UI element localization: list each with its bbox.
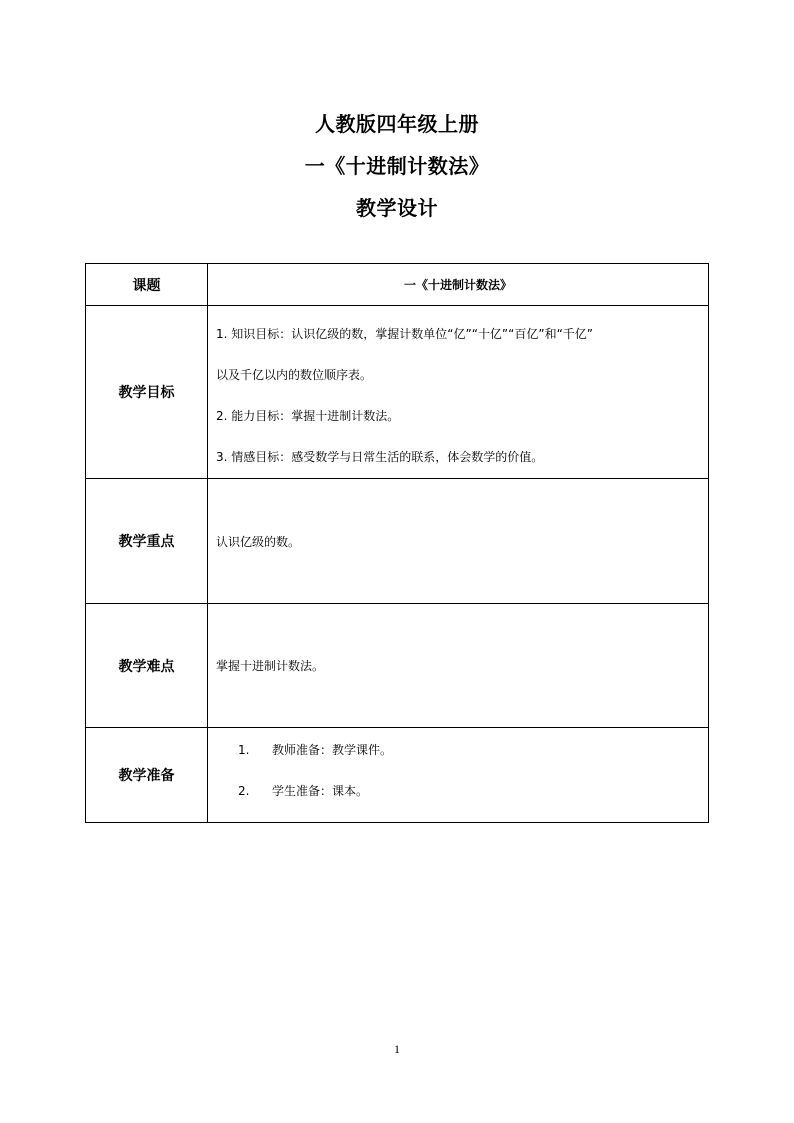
title-grade: 人教版四年级上册: [315, 112, 479, 136]
key-points-text: 认识亿级的数。: [216, 534, 301, 549]
page-number: 1: [394, 1042, 400, 1056]
title-design: 教学设计: [356, 196, 438, 220]
objective-emotion: 3. 情感目标：感受数学与日常生活的联系，体会数学的价值。: [216, 450, 544, 464]
label-objectives: 教学目标: [86, 306, 208, 479]
label-key-points: 教学重点: [86, 479, 208, 604]
row-objectives: [86, 306, 709, 479]
row-topic: [86, 264, 709, 306]
document-title-block: [0, 103, 794, 229]
label-preparation: 教学准备: [86, 728, 208, 823]
objective-knowledge-cont: 以及千亿以内的数位顺序表。: [216, 368, 373, 382]
prep-item-student: 学生准备：课本。: [272, 784, 369, 798]
prep-item-teacher: 教师准备：教学课件。: [272, 743, 393, 757]
difficulties-text: 掌握十进制计数法。: [216, 659, 325, 673]
row-key-points: [86, 479, 709, 604]
prep-item-number: 2.: [238, 784, 250, 798]
lesson-plan-table: [85, 263, 709, 823]
preparation-cell: [208, 728, 709, 823]
topic-value: 一《十进制计数法》: [208, 264, 709, 306]
row-preparation: [86, 728, 709, 823]
prep-item-number: 1.: [238, 743, 250, 757]
key-points-cell: [208, 479, 709, 604]
row-difficulties: [86, 604, 709, 728]
title-lesson: 一《十进制计数法》: [304, 154, 490, 178]
label-topic: 课题: [86, 264, 208, 306]
list-item: [208, 781, 708, 822]
objective-ability: 2. 能力目标：掌握十进制计数法。: [216, 409, 400, 423]
list-item: [208, 740, 708, 781]
objectives-cell: [208, 306, 709, 479]
objective-knowledge: 1. 知识目标：认识亿级的数，掌握计数单位“亿”“十亿”“百亿”和“千亿”: [216, 327, 594, 341]
label-difficulties: 教学难点: [86, 604, 208, 728]
difficulties-cell: [208, 604, 709, 728]
